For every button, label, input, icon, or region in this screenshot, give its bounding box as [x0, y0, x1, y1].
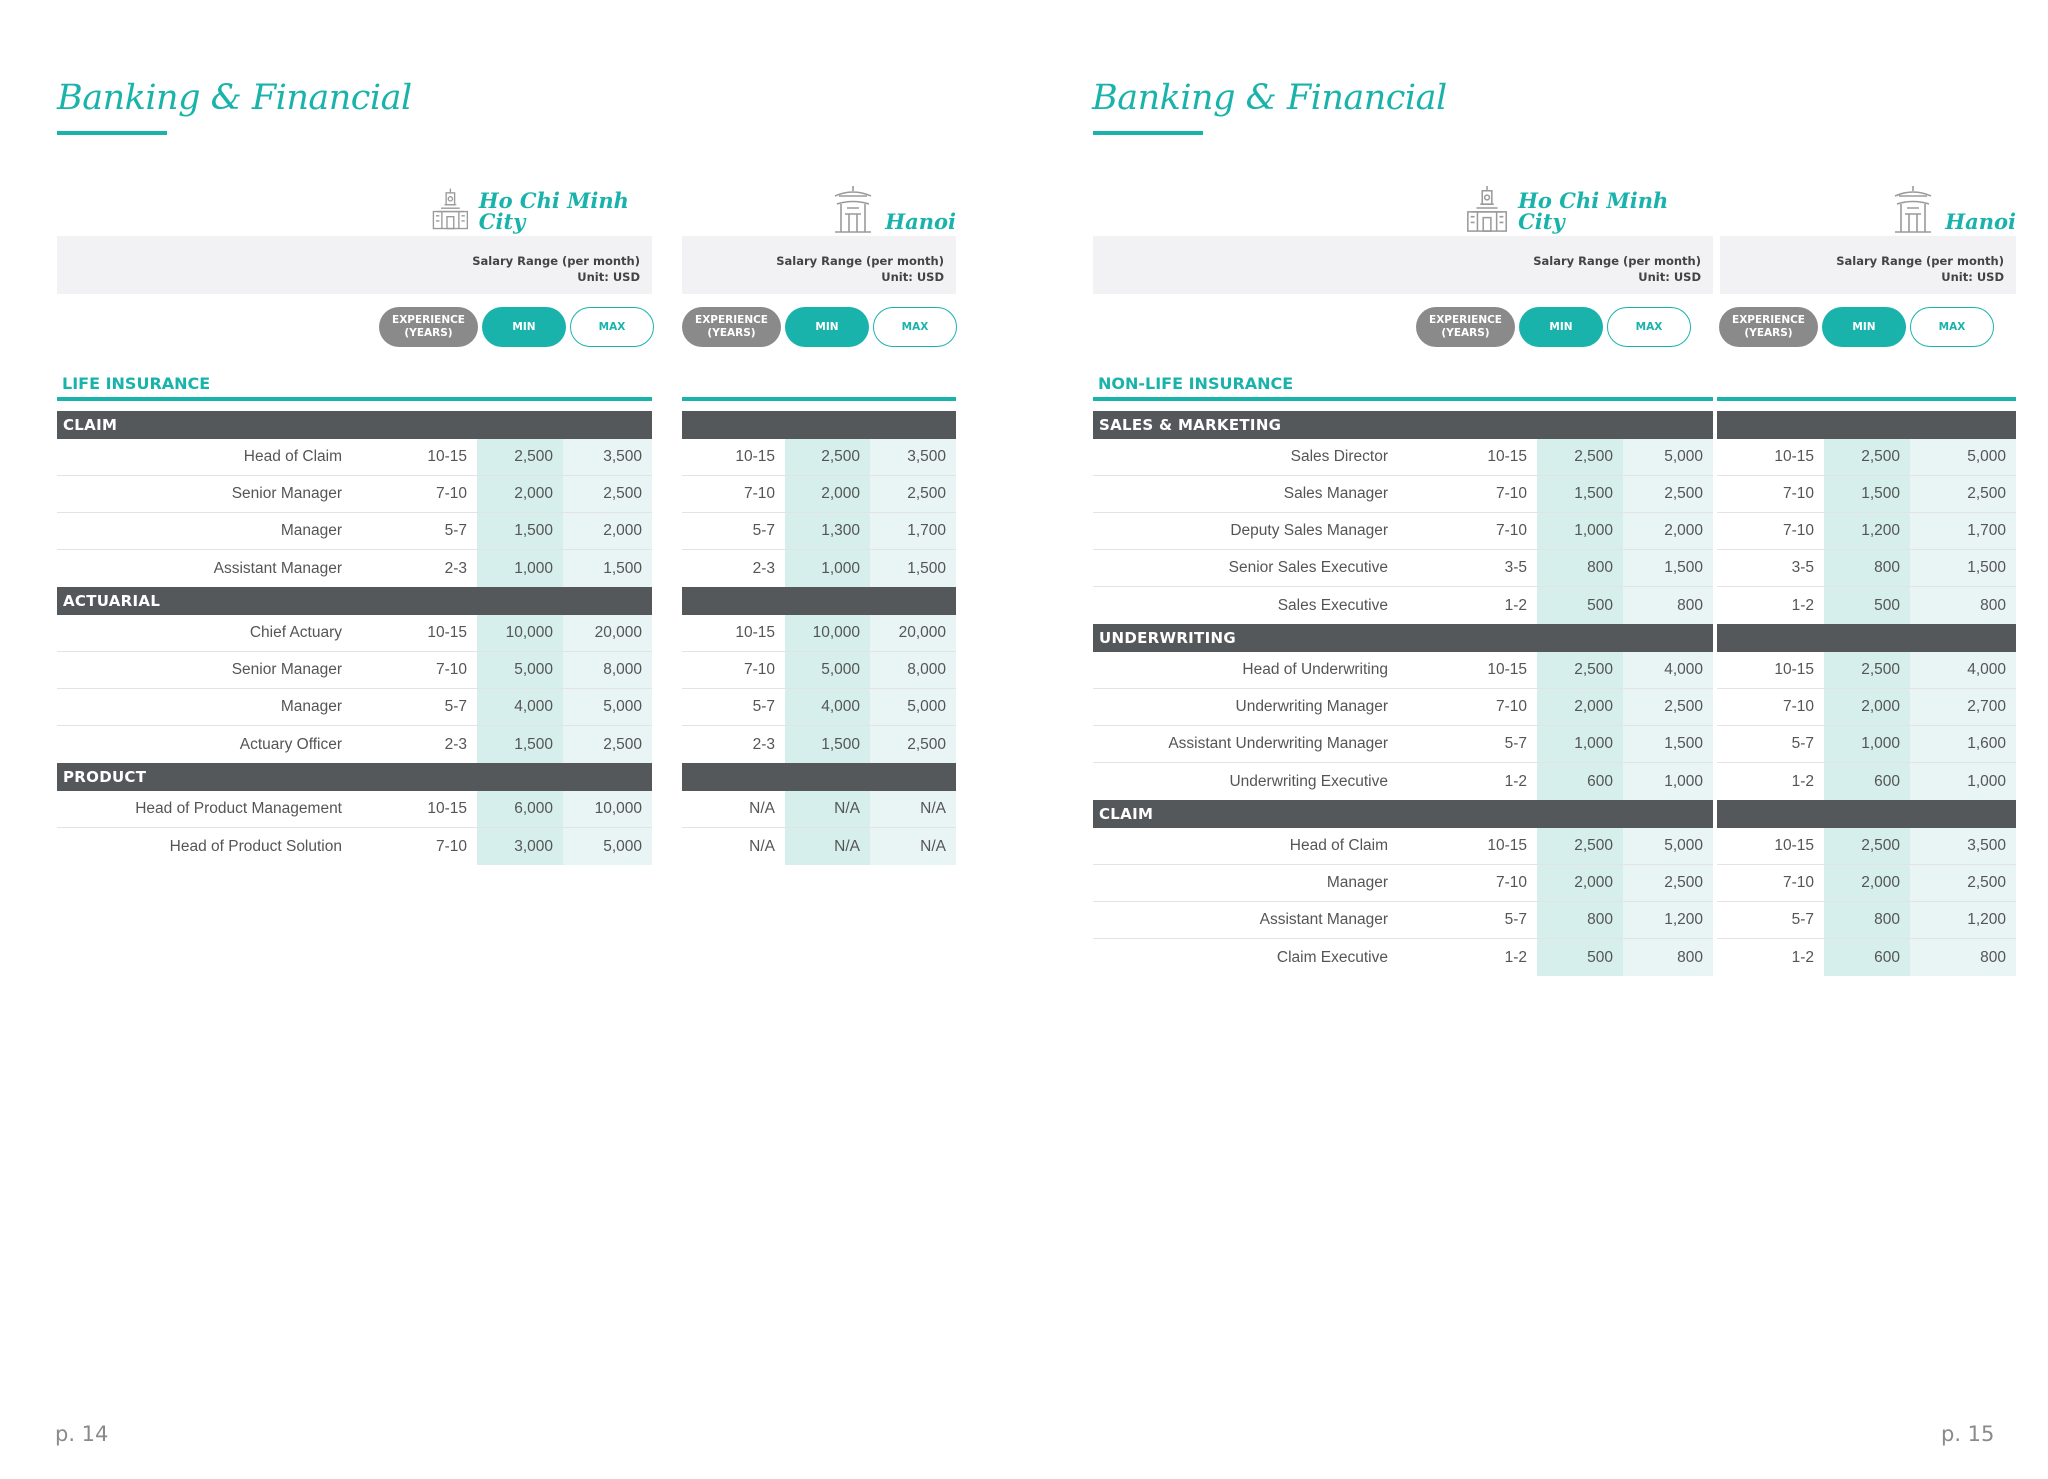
job-title-cell: Sales Manager [1283, 485, 1388, 502]
salary-range-label: Salary Range (per month) [776, 254, 944, 268]
job-title-cell: Claim Executive [1276, 948, 1388, 966]
experience-cell: 1-2 [1504, 596, 1527, 614]
min-salary-cell: 1,300 [785, 513, 870, 549]
job-title-cell: Head of Underwriting [1242, 661, 1388, 678]
job-title-cell: Chief Actuary [249, 624, 342, 641]
min-salary-cell: 2,500 [1824, 439, 1910, 475]
min-salary-cell: 2,500 [785, 439, 870, 475]
experience-pill[interactable]: EXPERIENCE (YEARS) [379, 307, 478, 347]
min-salary-cell: 2,000 [477, 476, 563, 512]
legend-pills-hcm [1416, 307, 1691, 347]
max-salary-cell: 2,500 [1910, 476, 2016, 512]
city-name-hanoi: Hanoi [1945, 209, 2016, 234]
unit-label: Unit: USD [881, 270, 944, 284]
experience-cell: 10-15 [427, 448, 467, 465]
section-rule-hanoi [1717, 397, 2016, 401]
job-title-cell: Senior Manager [231, 485, 342, 502]
max-salary-cell: 1,200 [1910, 902, 2016, 938]
min-salary-cell: 2,500 [1537, 828, 1623, 864]
unit-label: Unit: USD [577, 270, 640, 284]
max-salary-cell: N/A [870, 791, 956, 827]
max-salary-cell: 1,500 [1910, 550, 2016, 586]
experience-cell: 7-10 [1495, 485, 1527, 502]
min-salary-cell: 2,000 [785, 476, 870, 512]
legend-pills-hcm [379, 307, 654, 347]
min-salary-cell: 1,500 [1537, 476, 1623, 512]
max-salary-cell: 1,700 [1910, 513, 2016, 549]
city-name-hcm: Ho Chi Minh City [1518, 188, 1669, 234]
max-salary-cell: 1,600 [1910, 726, 2016, 762]
salary-range-label: Salary Range (per month) [1836, 254, 2004, 268]
min-salary-cell: 1,500 [477, 513, 563, 549]
min-salary-cell: N/A [785, 791, 870, 827]
min-salary-cell: 800 [1537, 550, 1623, 586]
table-row [1093, 828, 1713, 865]
max-salary-cell: 2,500 [870, 476, 956, 512]
table-row [682, 513, 956, 550]
max-salary-cell: 800 [1910, 587, 2016, 624]
experience-cell: 7-10 [743, 485, 775, 502]
max-salary-cell: 1,500 [1623, 726, 1713, 762]
pagoda-gate-icon [1889, 184, 1937, 234]
experience-pill[interactable]: EXPERIENCE (YEARS) [1416, 307, 1515, 347]
job-title-cell: Sales Executive [1277, 596, 1388, 614]
max-salary-cell: 5,000 [563, 828, 652, 865]
title-underline [1093, 131, 1203, 135]
min-salary-cell: 500 [1537, 587, 1623, 624]
table-row [1717, 439, 2016, 476]
table-row [1093, 763, 1713, 800]
max-salary-cell: 800 [1910, 939, 2016, 976]
category-header: PRODUCT [57, 763, 652, 791]
table-row [1717, 939, 2016, 976]
experience-cell: 7-10 [1782, 698, 1814, 715]
experience-cell: 1-2 [1791, 948, 1814, 966]
table-row [1093, 439, 1713, 476]
table-row [682, 550, 956, 587]
max-salary-cell: 5,000 [870, 689, 956, 725]
category-header [1717, 800, 2016, 828]
min-salary-cell: 2,500 [1824, 828, 1910, 864]
category-header [682, 763, 956, 791]
max-salary-cell: 2,500 [1623, 865, 1713, 901]
hcm-header [430, 178, 652, 234]
section-rule-hcm [57, 397, 652, 401]
max-salary-cell: 1,700 [870, 513, 956, 549]
salary-range-box-hcm [1093, 236, 1713, 294]
table-row [57, 476, 652, 513]
min-salary-cell: 2,500 [1537, 652, 1623, 688]
experience-cell: 10-15 [427, 800, 467, 817]
max-salary-cell: 3,500 [563, 439, 652, 475]
max-pill[interactable]: MAX [1607, 307, 1691, 347]
salary-table-hanoi [682, 411, 956, 865]
table-row [1717, 902, 2016, 939]
min-salary-cell: 3,000 [477, 828, 563, 865]
max-salary-cell: 800 [1623, 587, 1713, 624]
category-header [682, 587, 956, 615]
max-salary-cell: 5,000 [1623, 828, 1713, 864]
category-header [1717, 624, 2016, 652]
max-salary-cell: 3,500 [1910, 828, 2016, 864]
table-row [1717, 726, 2016, 763]
max-salary-cell: 5,000 [1623, 439, 1713, 475]
job-title-cell: Head of Claim [1289, 837, 1388, 854]
job-title-cell: Senior Manager [231, 661, 342, 678]
min-salary-cell: 600 [1537, 763, 1623, 800]
colonial-building-icon [430, 184, 471, 234]
max-salary-cell: 8,000 [870, 652, 956, 688]
experience-cell: 7-10 [1782, 522, 1814, 539]
min-salary-cell: N/A [785, 828, 870, 865]
pagoda-gate-icon [829, 184, 877, 234]
min-salary-cell: 5,000 [785, 652, 870, 688]
max-salary-cell: 2,000 [563, 513, 652, 549]
job-title-cell: Underwriting Manager [1235, 698, 1388, 715]
job-title-cell: Manager [280, 522, 342, 539]
unit-label: Unit: USD [1638, 270, 1701, 284]
experience-cell: 10-15 [1487, 837, 1527, 854]
max-salary-cell: 8,000 [563, 652, 652, 688]
table-row [1717, 689, 2016, 726]
max-salary-cell: 2,500 [870, 726, 956, 763]
experience-cell: 5-7 [444, 698, 467, 715]
job-title-cell: Underwriting Executive [1229, 772, 1388, 790]
min-salary-cell: 1,000 [1537, 513, 1623, 549]
experience-cell: 3-5 [1504, 559, 1527, 576]
job-title-cell: Actuary Officer [239, 735, 342, 753]
experience-cell: 7-10 [1495, 874, 1527, 891]
legend-pills-hanoi [682, 307, 957, 347]
max-salary-cell: 2,700 [1910, 689, 2016, 725]
job-title-cell: Manager [1326, 874, 1388, 891]
min-salary-cell: 2,500 [1824, 652, 1910, 688]
hanoi-header [1720, 178, 2016, 234]
section-title: NON-LIFE INSURANCE [1098, 374, 1294, 393]
table-row [57, 652, 652, 689]
max-pill[interactable]: MAX [1910, 307, 1994, 347]
experience-cell: 10-15 [427, 624, 467, 641]
experience-cell: N/A [749, 800, 775, 817]
experience-cell: 10-15 [735, 624, 775, 641]
table-row [1717, 865, 2016, 902]
category-header [1717, 411, 2016, 439]
max-salary-cell: 800 [1623, 939, 1713, 976]
min-salary-cell: 1,500 [477, 726, 563, 763]
max-salary-cell: 2,500 [1623, 689, 1713, 725]
experience-cell: 5-7 [752, 522, 775, 539]
table-row [57, 513, 652, 550]
min-salary-cell: 1,000 [785, 550, 870, 587]
section-rule-hcm [1093, 397, 1713, 401]
max-salary-cell: 1,200 [1623, 902, 1713, 938]
experience-cell: 1-2 [1504, 948, 1527, 966]
category-header: CLAIM [57, 411, 652, 439]
min-salary-cell: 1,500 [785, 726, 870, 763]
table-row [682, 439, 956, 476]
experience-cell: 7-10 [1495, 698, 1527, 715]
min-salary-cell: 4,000 [785, 689, 870, 725]
experience-cell: 7-10 [1495, 522, 1527, 539]
table-row [682, 726, 956, 763]
min-salary-cell: 1,000 [1824, 726, 1910, 762]
hcm-header [1464, 178, 1714, 234]
title-underline [57, 131, 167, 135]
max-pill[interactable]: MAX [570, 307, 654, 347]
table-row [57, 615, 652, 652]
max-salary-cell: 1,000 [1910, 763, 2016, 800]
table-row [682, 476, 956, 513]
min-salary-cell: 2,500 [477, 439, 563, 475]
table-row [1093, 902, 1713, 939]
salary-table-hcm [1093, 411, 1713, 976]
max-salary-cell: 2,500 [563, 476, 652, 512]
table-row [1717, 476, 2016, 513]
min-salary-cell: 1,200 [1824, 513, 1910, 549]
table-row [1093, 939, 1713, 976]
max-salary-cell: 1,000 [1623, 763, 1713, 800]
min-salary-cell: 4,000 [477, 689, 563, 725]
experience-cell: 3-5 [1791, 559, 1814, 576]
table-row [57, 550, 652, 587]
table-row [1717, 828, 2016, 865]
job-title-cell: Head of Product Solution [169, 837, 342, 855]
experience-cell: 7-10 [435, 837, 467, 855]
min-salary-cell: 800 [1824, 550, 1910, 586]
min-salary-cell: 500 [1824, 587, 1910, 624]
table-row [57, 689, 652, 726]
job-title-cell: Assistant Underwriting Manager [1168, 735, 1388, 752]
job-title-cell: Sales Director [1290, 448, 1388, 465]
experience-cell: 2-3 [444, 559, 467, 577]
min-salary-cell: 1,500 [1824, 476, 1910, 512]
table-row [57, 439, 652, 476]
table-row [1093, 865, 1713, 902]
experience-cell: 7-10 [435, 661, 467, 678]
right-page [1024, 0, 2048, 1479]
min-salary-cell: 1,000 [477, 550, 563, 587]
experience-cell: 5-7 [752, 698, 775, 715]
city-name-hcm: Ho Chi Minh City [478, 188, 629, 234]
max-salary-cell: 4,000 [1623, 652, 1713, 688]
max-salary-cell: 10,000 [563, 791, 652, 827]
experience-cell: 2-3 [752, 735, 775, 753]
city-name-hanoi: Hanoi [885, 209, 956, 234]
job-title-cell: Assistant Manager [213, 559, 342, 577]
table-row [682, 652, 956, 689]
max-salary-cell: 5,000 [563, 689, 652, 725]
experience-cell: 5-7 [1504, 735, 1527, 752]
page-number: p. 14 [55, 1422, 109, 1446]
table-row [682, 689, 956, 726]
section-title: LIFE INSURANCE [62, 374, 211, 393]
table-row [1717, 513, 2016, 550]
category-header: CLAIM [1093, 800, 1713, 828]
job-title-cell: Senior Sales Executive [1228, 559, 1388, 576]
min-salary-cell: 5,000 [477, 652, 563, 688]
experience-cell: 1-2 [1504, 772, 1527, 790]
experience-cell: 7-10 [1782, 874, 1814, 891]
table-row [1717, 763, 2016, 800]
min-pill[interactable]: MIN [1519, 307, 1603, 347]
table-row [1093, 513, 1713, 550]
page-title: Banking & Financial [57, 78, 412, 118]
table-row [1093, 726, 1713, 763]
unit-label: Unit: USD [1941, 270, 2004, 284]
experience-cell: 10-15 [735, 448, 775, 465]
max-salary-cell: 2,500 [563, 726, 652, 763]
max-salary-cell: 4,000 [1910, 652, 2016, 688]
table-row [1093, 550, 1713, 587]
table-row [57, 726, 652, 763]
page-number: p. 15 [1941, 1422, 1995, 1446]
min-salary-cell: 6,000 [477, 791, 563, 827]
salary-range-box-hcm [57, 236, 652, 294]
page-title: Banking & Financial [1092, 78, 1447, 118]
salary-range-box-hanoi [682, 236, 956, 294]
table-row [682, 828, 956, 865]
min-salary-cell: 800 [1537, 902, 1623, 938]
max-salary-cell: 5,000 [1910, 439, 2016, 475]
experience-cell: 1-2 [1791, 772, 1814, 790]
max-salary-cell: 20,000 [563, 615, 652, 651]
table-row [682, 791, 956, 828]
table-row [1093, 587, 1713, 624]
experience-cell: 5-7 [1791, 911, 1814, 928]
category-header: UNDERWRITING [1093, 624, 1713, 652]
min-pill[interactable]: MIN [482, 307, 566, 347]
legend-pills-hanoi [1719, 307, 1994, 347]
table-row [57, 791, 652, 828]
experience-cell: N/A [749, 837, 775, 855]
experience-cell: 10-15 [1487, 448, 1527, 465]
max-salary-cell: 3,500 [870, 439, 956, 475]
experience-cell: 7-10 [1782, 485, 1814, 502]
experience-cell: 7-10 [435, 485, 467, 502]
salary-range-label: Salary Range (per month) [1533, 254, 1701, 268]
experience-cell: 7-10 [743, 661, 775, 678]
experience-cell: 5-7 [1791, 735, 1814, 752]
job-title-cell: Deputy Sales Manager [1230, 522, 1388, 539]
max-pill[interactable]: MAX [873, 307, 957, 347]
max-salary-cell: 2,500 [1623, 476, 1713, 512]
min-salary-cell: 2,500 [1537, 439, 1623, 475]
salary-table-hanoi [1717, 411, 2016, 976]
table-row [57, 828, 652, 865]
max-salary-cell: 1,500 [563, 550, 652, 587]
max-salary-cell: 1,500 [870, 550, 956, 587]
experience-cell: 2-3 [752, 559, 775, 577]
min-salary-cell: 500 [1537, 939, 1623, 976]
category-header [682, 411, 956, 439]
min-pill[interactable]: MIN [785, 307, 869, 347]
experience-cell: 10-15 [1774, 837, 1814, 854]
table-row [1093, 476, 1713, 513]
hanoi-header [682, 178, 956, 234]
max-salary-cell: N/A [870, 828, 956, 865]
min-pill[interactable]: MIN [1822, 307, 1906, 347]
table-row [1717, 652, 2016, 689]
table-row [1093, 689, 1713, 726]
min-salary-cell: 2,000 [1537, 865, 1623, 901]
job-title-cell: Assistant Manager [1259, 911, 1388, 928]
experience-cell: 10-15 [1774, 448, 1814, 465]
experience-cell: 5-7 [1504, 911, 1527, 928]
job-title-cell: Manager [280, 698, 342, 715]
min-salary-cell: 10,000 [785, 615, 870, 651]
min-salary-cell: 1,000 [1537, 726, 1623, 762]
colonial-building-icon [1464, 184, 1510, 234]
section-rule-hanoi [682, 397, 956, 401]
max-salary-cell: 20,000 [870, 615, 956, 651]
max-salary-cell: 1,500 [1623, 550, 1713, 586]
min-salary-cell: 600 [1824, 763, 1910, 800]
min-salary-cell: 800 [1824, 902, 1910, 938]
table-row [1717, 550, 2016, 587]
min-salary-cell: 10,000 [477, 615, 563, 651]
category-header: SALES & MARKETING [1093, 411, 1713, 439]
experience-cell: 5-7 [444, 522, 467, 539]
salary-table-hcm [57, 411, 652, 865]
min-salary-cell: 2,000 [1824, 689, 1910, 725]
max-salary-cell: 2,500 [1910, 865, 2016, 901]
experience-cell: 2-3 [444, 735, 467, 753]
table-row [1717, 587, 2016, 624]
category-header: ACTUARIAL [57, 587, 652, 615]
job-title-cell: Head of Claim [243, 448, 342, 465]
min-salary-cell: 600 [1824, 939, 1910, 976]
table-row [1093, 652, 1713, 689]
table-row [682, 615, 956, 652]
job-title-cell: Head of Product Management [135, 800, 342, 817]
experience-pill[interactable]: EXPERIENCE (YEARS) [1719, 307, 1818, 347]
min-salary-cell: 2,000 [1824, 865, 1910, 901]
experience-cell: 1-2 [1791, 596, 1814, 614]
experience-cell: 10-15 [1774, 661, 1814, 678]
salary-range-label: Salary Range (per month) [472, 254, 640, 268]
experience-cell: 10-15 [1487, 661, 1527, 678]
experience-pill[interactable]: EXPERIENCE (YEARS) [682, 307, 781, 347]
max-salary-cell: 2,000 [1623, 513, 1713, 549]
min-salary-cell: 2,000 [1537, 689, 1623, 725]
salary-range-box-hanoi [1720, 236, 2016, 294]
